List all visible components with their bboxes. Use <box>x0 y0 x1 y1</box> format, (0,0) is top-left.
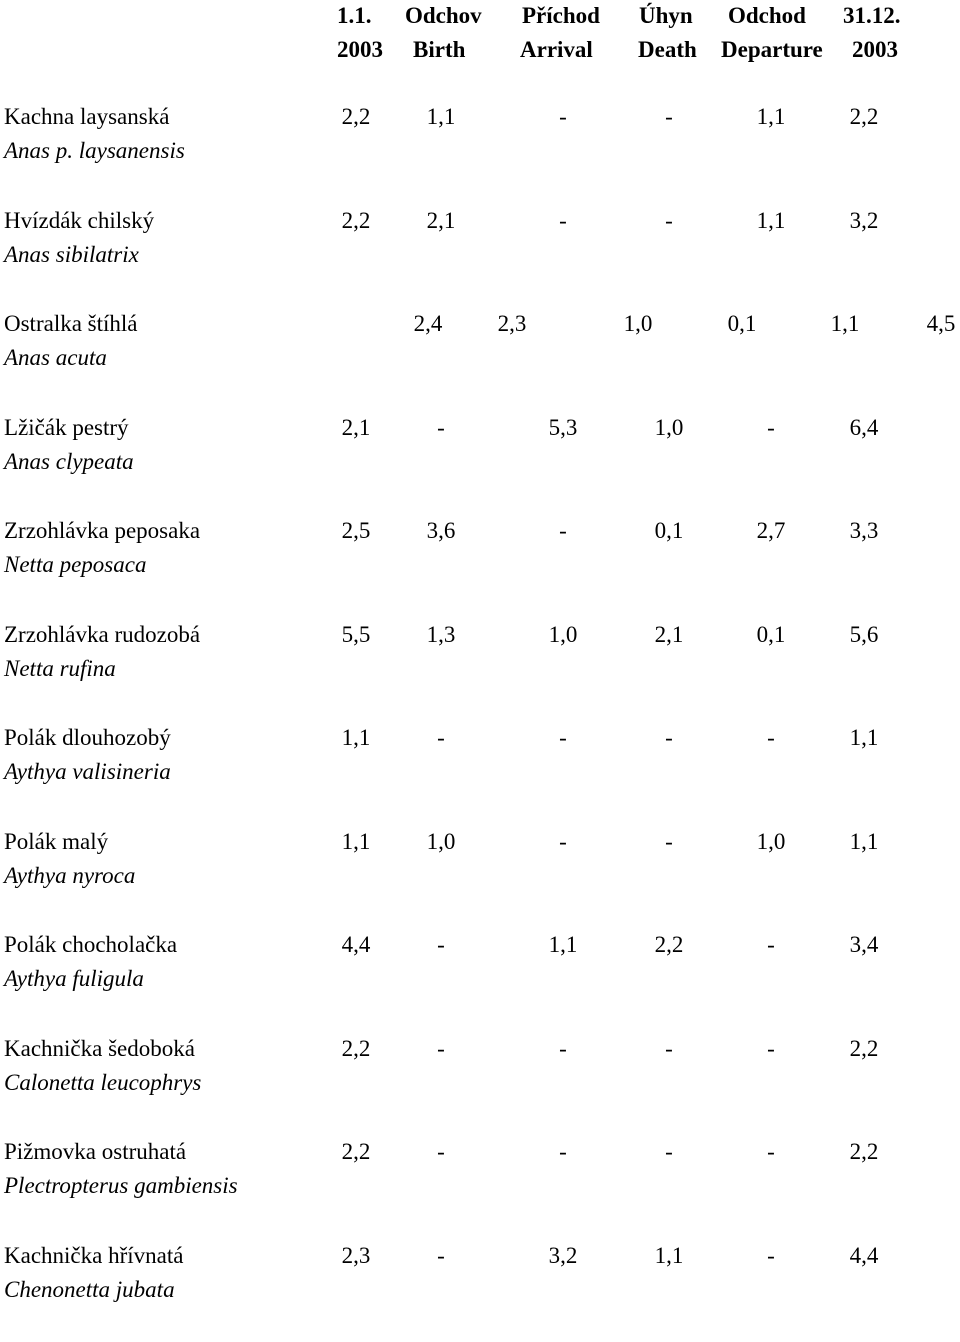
species-common-name: Kachnička šedoboká <box>4 1036 195 1062</box>
value-cell: 2,2 <box>334 208 378 234</box>
value-cell: 3,2 <box>541 1243 585 1269</box>
value-cell: - <box>419 932 463 958</box>
value-cell: 1,1 <box>842 829 886 855</box>
value-cell: 2,2 <box>334 1139 378 1165</box>
header-31-12: 31.12. <box>843 3 901 29</box>
table-row <box>0 825 960 929</box>
table-row <box>0 204 960 308</box>
table-row <box>0 100 960 204</box>
species-latin-name: Aythya valisineria <box>4 759 171 785</box>
value-cell: - <box>419 1139 463 1165</box>
table-row <box>0 928 960 1032</box>
species-common-name: Zrzohlávka peposaka <box>4 518 200 544</box>
species-latin-name: Anas p. laysanensis <box>4 138 185 164</box>
table-row <box>0 1239 960 1342</box>
species-rows <box>0 100 960 1342</box>
value-cell: 2,5 <box>334 518 378 544</box>
species-common-name: Pižmovka ostruhatá <box>4 1139 186 1165</box>
value-cell: 2,1 <box>334 415 378 441</box>
header-death: Death <box>638 37 697 63</box>
value-cell: 0,1 <box>749 622 793 648</box>
header-birth: Birth <box>413 37 465 63</box>
species-latin-name: Netta rufina <box>4 656 116 682</box>
value-cell: 1,1 <box>647 1243 691 1269</box>
value-cell: - <box>419 1036 463 1062</box>
value-cell: - <box>419 725 463 751</box>
value-cell: 3,3 <box>842 518 886 544</box>
value-cell: - <box>749 1139 793 1165</box>
species-latin-name: Aythya fuligula <box>4 966 144 992</box>
header-arrival: Arrival <box>520 37 593 63</box>
value-cell: 1,3 <box>419 622 463 648</box>
value-cell: - <box>541 829 585 855</box>
species-common-name: Zrzohlávka rudozobá <box>4 622 200 648</box>
value-cell: - <box>749 932 793 958</box>
table-row <box>0 1135 960 1239</box>
species-latin-name: Anas sibilatrix <box>4 242 139 268</box>
value-cell: 4,4 <box>842 1243 886 1269</box>
value-cell: - <box>541 725 585 751</box>
value-cell: 5,3 <box>541 415 585 441</box>
value-cell: 3,6 <box>419 518 463 544</box>
value-cell: 6,4 <box>842 415 886 441</box>
header-prichod: Příchod <box>522 3 600 29</box>
value-cell: - <box>541 104 585 130</box>
value-cell: - <box>541 208 585 234</box>
value-cell: - <box>419 415 463 441</box>
value-cell: 5,5 <box>334 622 378 648</box>
value-cell: 1,1 <box>842 725 886 751</box>
value-cell: - <box>647 208 691 234</box>
species-latin-name: Chenonetta jubata <box>4 1277 175 1303</box>
value-cell: 2,1 <box>647 622 691 648</box>
value-cell: 2,2 <box>647 932 691 958</box>
value-cell: 1,1 <box>334 829 378 855</box>
table-row <box>0 1032 960 1136</box>
value-cell: 1,1 <box>823 311 867 337</box>
value-cell: - <box>749 1243 793 1269</box>
header-uhyn: Úhyn <box>639 3 693 29</box>
species-common-name: Polák malý <box>4 829 108 855</box>
value-cell: 1,1 <box>749 208 793 234</box>
header-2003-start: 2003 <box>337 37 383 63</box>
table-row <box>0 514 960 618</box>
species-latin-name: Aythya nyroca <box>4 863 135 889</box>
species-latin-name: Netta peposaca <box>4 552 146 578</box>
value-cell: 3,2 <box>842 208 886 234</box>
value-cell: 3,4 <box>842 932 886 958</box>
value-cell: - <box>647 104 691 130</box>
header-departure: Departure <box>721 37 823 63</box>
value-cell: 1,0 <box>647 415 691 441</box>
value-cell: - <box>749 725 793 751</box>
table-row <box>0 307 960 411</box>
table-row <box>0 721 960 825</box>
species-latin-name: Calonetta leucophrys <box>4 1070 201 1096</box>
header-2003-end: 2003 <box>852 37 898 63</box>
value-cell: 1,1 <box>419 104 463 130</box>
value-cell: 1,1 <box>749 104 793 130</box>
value-cell: - <box>749 1036 793 1062</box>
value-cell: 2,7 <box>749 518 793 544</box>
table-row <box>0 618 960 722</box>
value-cell: - <box>541 1139 585 1165</box>
species-latin-name: Anas clypeata <box>4 449 134 475</box>
header-1-1: 1.1. <box>337 3 372 29</box>
value-cell: - <box>647 1036 691 1062</box>
value-cell: 1,0 <box>419 829 463 855</box>
value-cell: 2,4 <box>406 311 450 337</box>
species-common-name: Polák dlouhozobý <box>4 725 171 751</box>
value-cell: 2,2 <box>842 1139 886 1165</box>
value-cell: - <box>419 1243 463 1269</box>
value-cell: 2,2 <box>334 1036 378 1062</box>
value-cell: 2,1 <box>419 208 463 234</box>
species-common-name: Kachnička hřívnatá <box>4 1243 183 1269</box>
value-cell: 2,3 <box>334 1243 378 1269</box>
value-cell: 2,2 <box>842 1036 886 1062</box>
value-cell: 4,5 <box>919 311 960 337</box>
species-common-name: Kachna laysanská <box>4 104 169 130</box>
value-cell: 4,4 <box>334 932 378 958</box>
species-latin-name: Plectropterus gambiensis <box>4 1173 238 1199</box>
value-cell: - <box>647 725 691 751</box>
table-row <box>0 411 960 515</box>
value-cell: - <box>541 1036 585 1062</box>
value-cell: 2,2 <box>842 104 886 130</box>
value-cell: 5,6 <box>842 622 886 648</box>
value-cell: - <box>541 518 585 544</box>
value-cell: 1,0 <box>749 829 793 855</box>
value-cell: - <box>749 415 793 441</box>
value-cell: 1,0 <box>616 311 660 337</box>
value-cell: 2,2 <box>334 104 378 130</box>
value-cell: 2,3 <box>490 311 534 337</box>
value-cell: - <box>647 1139 691 1165</box>
species-common-name: Hvízdák chilský <box>4 208 154 234</box>
value-cell: 0,1 <box>720 311 764 337</box>
species-common-name: Ostralka štíhlá <box>4 311 138 337</box>
value-cell: 1,1 <box>334 725 378 751</box>
value-cell: 1,0 <box>541 622 585 648</box>
species-latin-name: Anas acuta <box>4 345 107 371</box>
species-common-name: Lžičák pestrý <box>4 415 129 441</box>
value-cell: 1,1 <box>541 932 585 958</box>
value-cell: 0,1 <box>647 518 691 544</box>
header-odchov: Odchov <box>405 3 482 29</box>
value-cell: - <box>647 829 691 855</box>
header-odchod: Odchod <box>728 3 806 29</box>
species-common-name: Polák chocholačka <box>4 932 177 958</box>
